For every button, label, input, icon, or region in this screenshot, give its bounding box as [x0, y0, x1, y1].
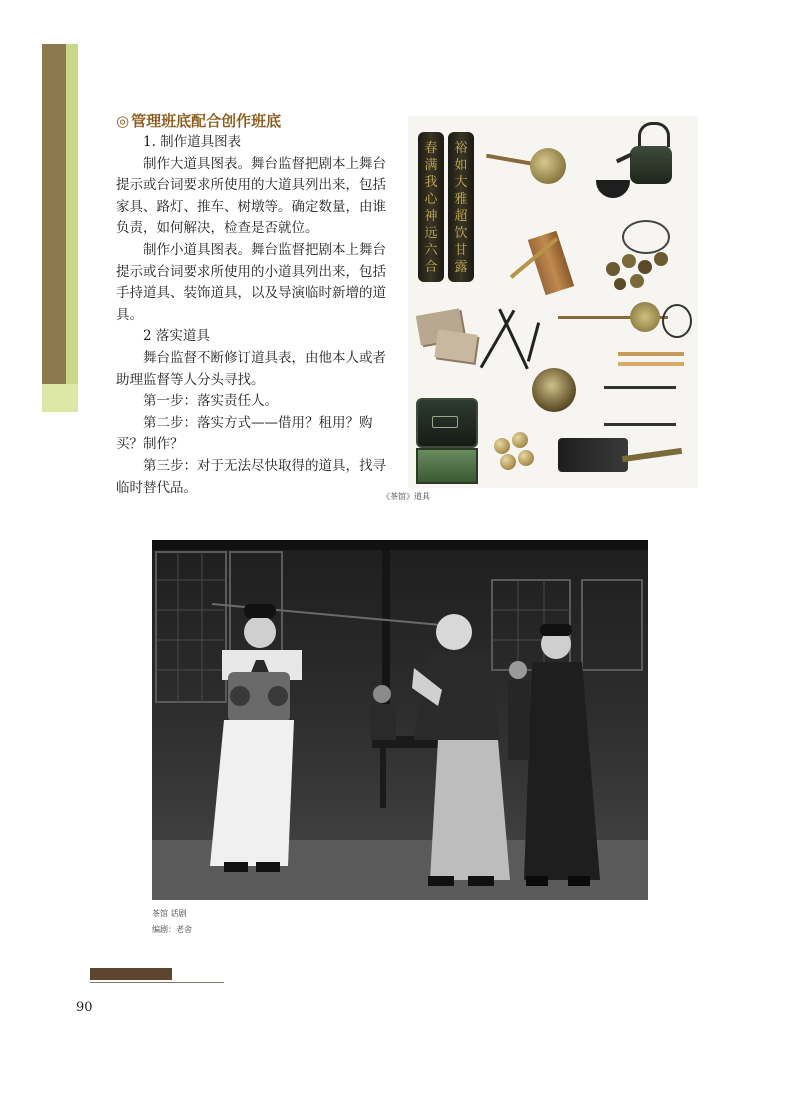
chopsticks-1 — [618, 352, 684, 356]
side-band-green — [66, 44, 78, 384]
stage-caption — [152, 906, 192, 938]
footer-line — [90, 982, 224, 983]
tobacco-pipe — [622, 448, 682, 462]
section-title — [116, 110, 281, 131]
teapot — [630, 146, 672, 184]
gong — [530, 148, 566, 184]
brass-ball-4 — [518, 450, 534, 466]
brass-ball-1 — [494, 438, 510, 454]
side-band-brown — [42, 44, 66, 384]
tongs-2 — [498, 308, 529, 369]
paper-sheets-2 — [434, 329, 478, 362]
stage-caption-line1: 茶馆 话剧 — [152, 909, 187, 918]
paragraph-large-props: 制作大道具图表。舞台监督把剧本上舞台提示或台词要求所使用的大道具列出来，包括家具、路灯、推车、树墩等。确定数量，由谁负责，如何解决，检查是否就位。 — [116, 155, 386, 237]
subheading-1: 1. 制作道具图表 — [143, 134, 242, 150]
tea-bowl — [596, 180, 630, 198]
circle-bullet-icon: ◎ — [116, 112, 130, 130]
chopsticks-2 — [618, 362, 684, 366]
plaque-right-text: 裕如大雅超饮甘露 — [454, 141, 468, 275]
bamboo-frame — [604, 386, 676, 426]
subheading-2: 2 落实道具 — [143, 328, 210, 345]
section-title-text: 管理班底配合创作班底 — [131, 112, 282, 130]
paragraph-revise: 舞台监督不断修订道具表，由他本人或者助理监督等人分头寻找。 — [116, 349, 386, 388]
bell-2 — [622, 254, 636, 268]
ceiling-beam — [152, 540, 648, 550]
lattice-grid — [156, 552, 570, 702]
brass-ball-3 — [500, 454, 516, 470]
step-1: 第一步：落实责任人。 — [143, 393, 278, 410]
body-text — [116, 132, 398, 499]
scale-pan — [630, 302, 660, 332]
bell-5 — [630, 274, 644, 288]
tongs-1 — [480, 310, 516, 369]
gong-mallet — [486, 154, 536, 167]
bell-6 — [614, 278, 626, 290]
actor-background — [508, 661, 530, 760]
page-number: 90 — [76, 1000, 93, 1015]
sewing-box — [416, 448, 478, 484]
stage-photo — [152, 540, 648, 900]
bell-1 — [606, 262, 620, 276]
footer-bar — [90, 968, 172, 980]
plaque-left-text: 春满我心神远六合 — [424, 141, 438, 275]
brass-ball-2 — [512, 432, 528, 448]
actor-seated — [370, 685, 396, 740]
step-3: 第三步：对于无法尽快取得的道具，找寻临时替代品。 — [116, 457, 386, 496]
tin-box-latch — [432, 416, 458, 428]
stage-photo-art — [152, 540, 648, 900]
hook — [527, 322, 540, 361]
actor-right — [524, 624, 600, 886]
tobacco-pouch — [558, 438, 628, 472]
props-caption: 《茶馆》道具 — [382, 492, 430, 501]
bell-4 — [654, 252, 668, 266]
step-2: 第二步：落实方式——借用？租用？购买？制作？ — [116, 414, 373, 453]
props-photo — [408, 116, 698, 488]
brass-basin — [532, 368, 576, 412]
bell-ring — [622, 220, 670, 254]
side-band-lightgreen — [42, 384, 78, 412]
bell-3 — [638, 260, 652, 274]
paragraph-small-props: 制作小道具图表。舞台监督把剧本上舞台提示或台词要求所使用的小道具列出来，包括手持道具、装饰道具，以及导演临时新增的道具。 — [116, 241, 386, 323]
stage-caption-line2: 编剧：老舍 — [152, 925, 192, 934]
actor-left — [210, 604, 302, 872]
teapot-handle — [638, 122, 670, 147]
scale-ring — [662, 304, 692, 338]
